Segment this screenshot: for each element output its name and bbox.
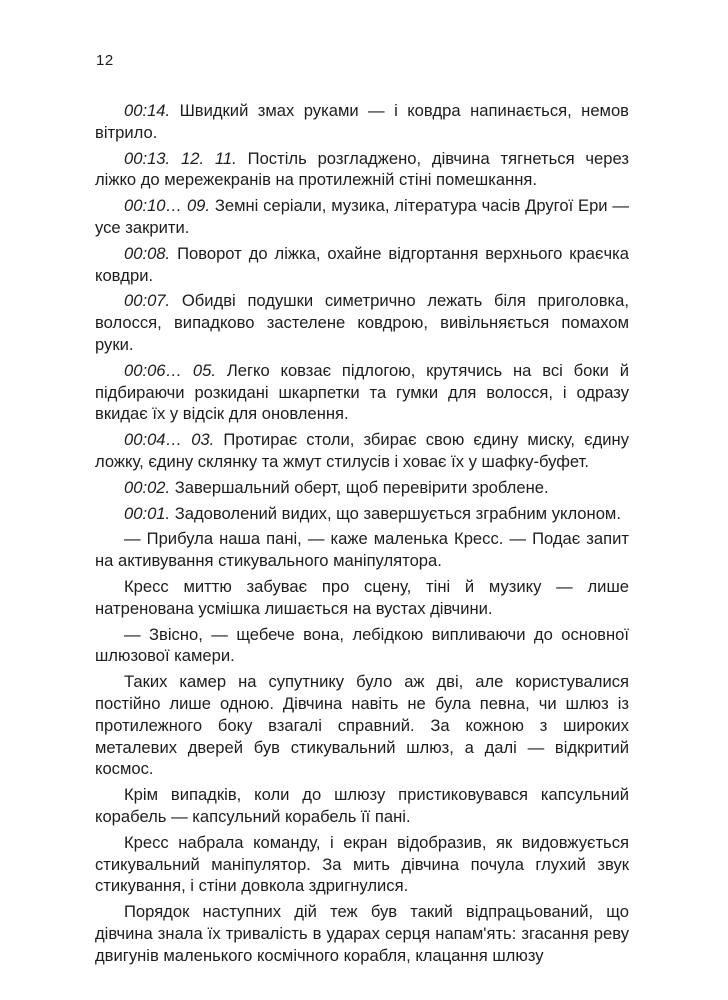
paragraph-text: Швидкий змах руками — і ковдра напинається, немов вітрило. [95,101,629,142]
paragraph-text: Протирає столи, збирає свою єдину миску, єдину ложку, єдину склянку та жмут стилусів і ховає їх у шафку-буфет. [95,430,629,471]
timestamp: 00:08. [124,243,171,263]
paragraph-text: Постіль розгладжено, дівчина тягнеться через ліжко до мережекранів на протилежній стіні помешкання. [95,148,629,190]
paragraph-text: Земні серіали, музика, література часів Другої Ери — усе закрити. [95,196,630,237]
paragraph [95,576,629,620]
paragraph-text: Легко ковзає підлогою, крутячись на всі боки й підбираючи розкидані шкарпетки та гумки для волосся, і одразу вкидає їх у відсік для оновлення. [95,360,630,424]
timestamp: 00:06… 05. [124,360,217,380]
paragraph-text: Кресс миттю забуває про сцену, тіні й музику — лише натренована усмішка лишається на вустах дівчини. [95,576,629,618]
timestamp: 00:14. [124,101,171,120]
paragraph-text: Кресс набрала команду, і екран відобразив, як видовжується стикувальний маніпулятор. За мить дівчина почула глухий звук стикування, і стіни довкола здригнулися. [95,832,629,896]
paragraph [95,624,629,668]
paragraph [95,528,629,572]
paragraph [95,671,629,780]
page-number: 12 [96,52,114,69]
paragraph-text: Завершальний оберт, щоб перевірити зроблене. [170,477,549,497]
paragraph [95,503,629,525]
paragraph [95,243,629,287]
timestamp: 00:01. [124,503,171,523]
paragraph [95,832,629,897]
paragraph-text: Крім випадків, коли до шлюзу пристиковувався капсульний корабель — капсульний корабель її пані. [95,785,629,826]
timestamp: 00:10… 09. [124,196,211,216]
paragraph [95,901,629,966]
paragraph-text: — Звісно, — щебече вона, лебідкою випливаючи до основної шлюзової камери. [95,624,629,666]
paragraph-text: Задоволений видих, що завершується зграбним уклоном. [170,503,621,523]
paragraph-text: Поворот до ліжка, охайне відгортання верхнього краєчка ковдри. [95,243,629,285]
timestamp: 00:04… 03. [124,430,215,450]
paragraph-text: — Прибула наша пані, — каже маленька Кресс. — Подає запит на активування стикувального маніпулятора. [95,529,629,571]
paragraph [95,148,629,192]
paragraph [95,290,629,355]
paragraph [95,477,629,499]
paragraph-text: Порядок наступних дій теж був такий відпрацьований, що дівчина знала їх тривалість в ударах серця напам'ять: згасання реву двигунів маленького космічного корабля, клацання шлюзу [95,902,629,965]
paragraph [95,429,629,473]
timestamp: 00:02. [124,477,171,497]
paragraph [95,360,629,425]
paragraph [95,784,629,828]
timestamp: 00:13. 12. 11. [124,148,237,168]
paragraph-text: Обидві подушки симетрично лежать біля приголовка, волосся, випадково застелене ковдрою, вивільняється помахом руки. [95,291,629,354]
paragraph-text: Таких камер на супутнику було аж дві, але користувалися постійно лише одною. Дівчина навіть не була певна, чи шлюз із протилежного боку взагалі справний. За кожною з широких металевих дверей був стикувальний шлюз, а далі — відкритий космос. [95,672,629,779]
timestamp: 00:07. [124,291,171,311]
paragraph [95,100,629,144]
text-body [95,100,629,970]
paragraph [95,195,629,239]
